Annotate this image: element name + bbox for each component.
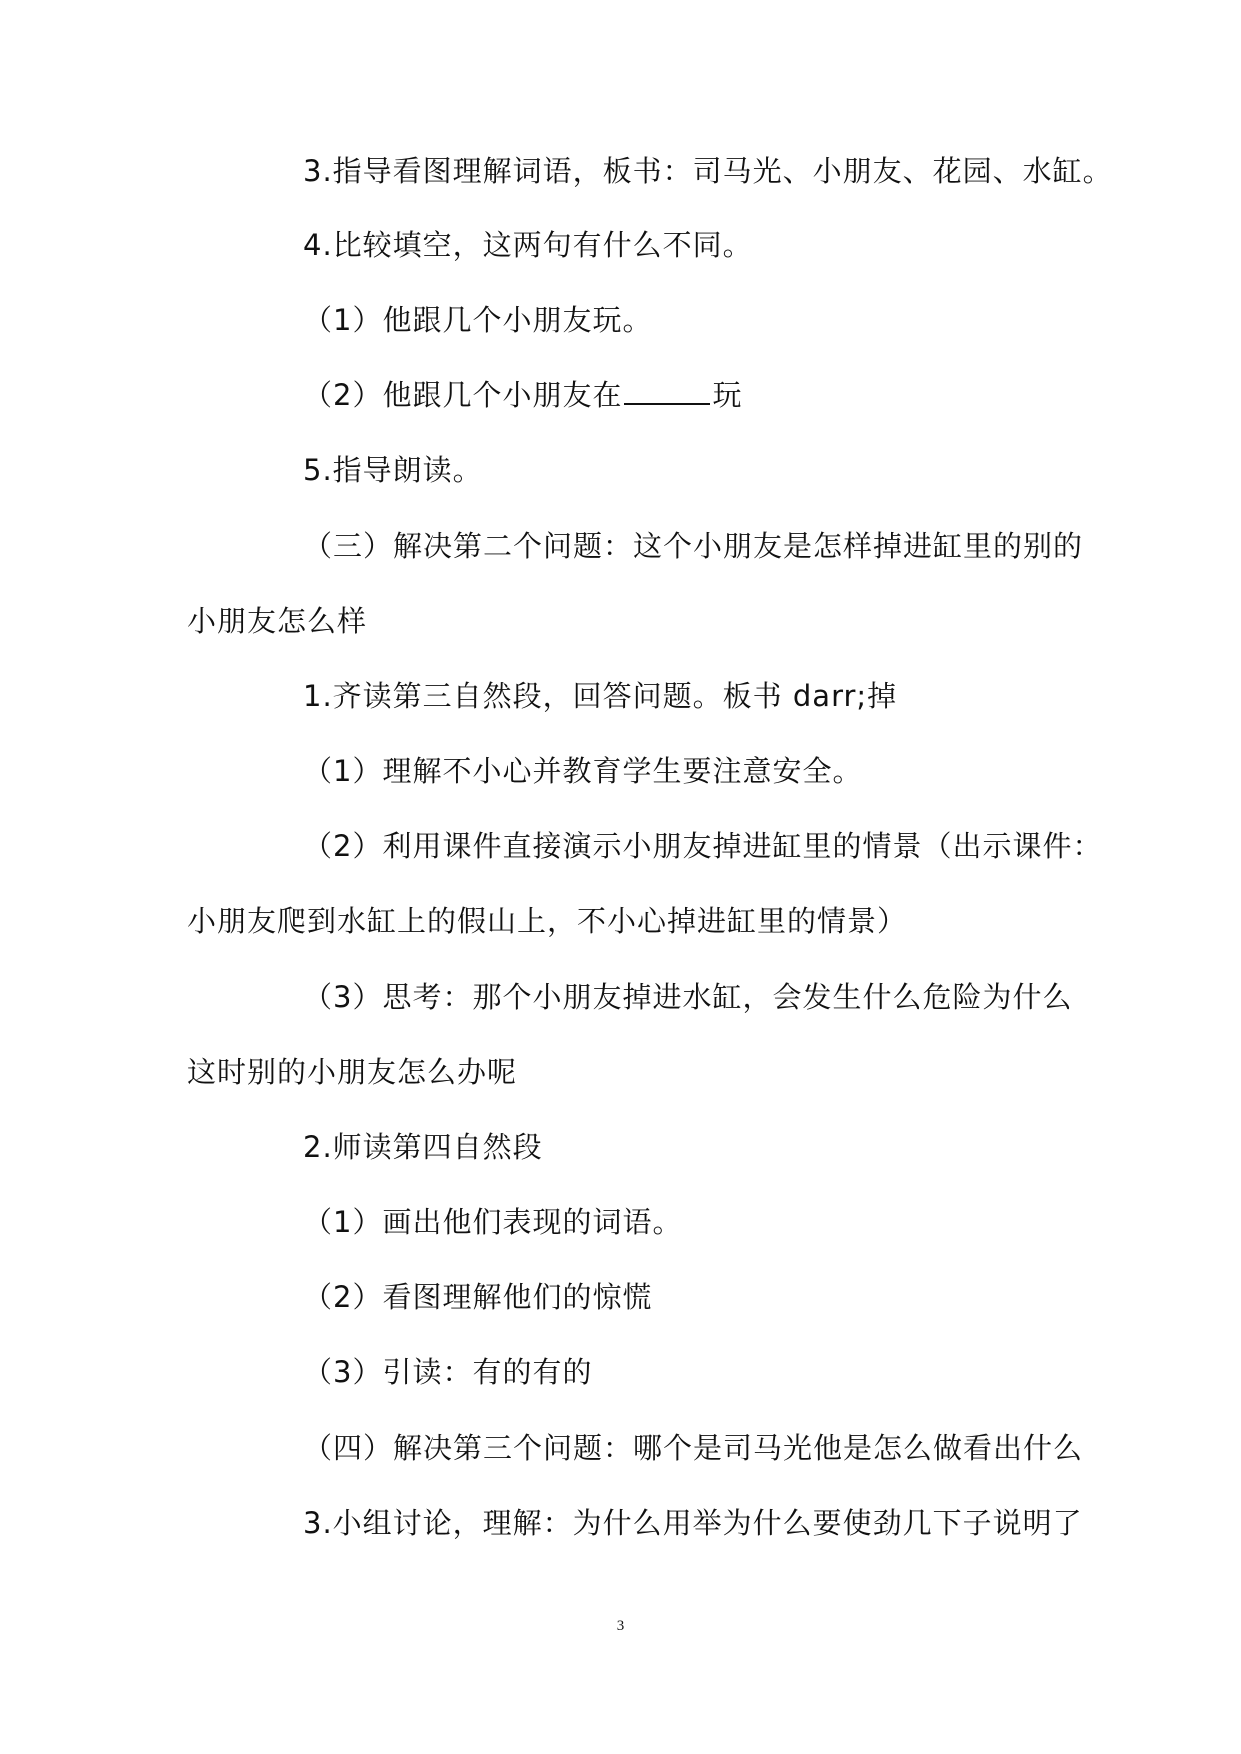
page-number: 3 [616, 1618, 625, 1634]
section-three-item-2: （2）利用课件直接演示小朋友掉进缸里的情景（出示课件： [303, 829, 1103, 863]
section-three-item-2-cont: 小朋友爬到水缸上的假山上，不小心掉进缸里的情景） [187, 904, 908, 938]
section-three-heading: （三）解决第二个问题：这个小朋友是怎样掉进缸里的别的 [303, 529, 1084, 563]
sentence-item-1: （1）他跟几个小朋友玩。 [303, 303, 653, 337]
section-three-step-2-item-3: （3）引读：有的有的 [303, 1355, 593, 1389]
fill-in-blank [624, 375, 710, 405]
sentence-item-2-text: （2）他跟几个小朋友在 [303, 378, 623, 412]
section-three-item-3: （3）思考：那个小朋友掉进水缸，会发生什么危险为什么 [303, 980, 1073, 1014]
section-three-item-1: （1）理解不小心并教育学生要注意安全。 [303, 754, 863, 788]
sentence-item-2 [303, 375, 742, 415]
section-three-heading-cont: 小朋友怎么样 [187, 604, 368, 638]
section-three-step-2: 2.师读第四自然段 [303, 1130, 543, 1164]
instruction-step-4: 4.比较填空，这两句有什么不同。 [303, 228, 753, 262]
section-three-step-2-item-2: （2）看图理解他们的惊慌 [303, 1280, 653, 1314]
section-three-item-3-cont: 这时别的小朋友怎么办呢 [187, 1055, 518, 1089]
sentence-item-2-suffix: 玩 [712, 378, 743, 412]
instruction-step-5: 5.指导朗读。 [303, 453, 483, 487]
section-four-step-3: 3.小组讨论，理解：为什么用举为什么要使劲几下子说明了 [303, 1506, 1083, 1540]
section-three-step-2-item-1: （1）画出他们表现的词语。 [303, 1205, 683, 1239]
section-three-step-1: 1.齐读第三自然段，回答问题。板书 darr;掉 [303, 679, 898, 713]
section-four-heading: （四）解决第三个问题：哪个是司马光他是怎么做看出什么 [303, 1431, 1084, 1465]
instruction-step-3: 3.指导看图理解词语，板书：司马光、小朋友、花园、水缸。 [303, 154, 1113, 188]
